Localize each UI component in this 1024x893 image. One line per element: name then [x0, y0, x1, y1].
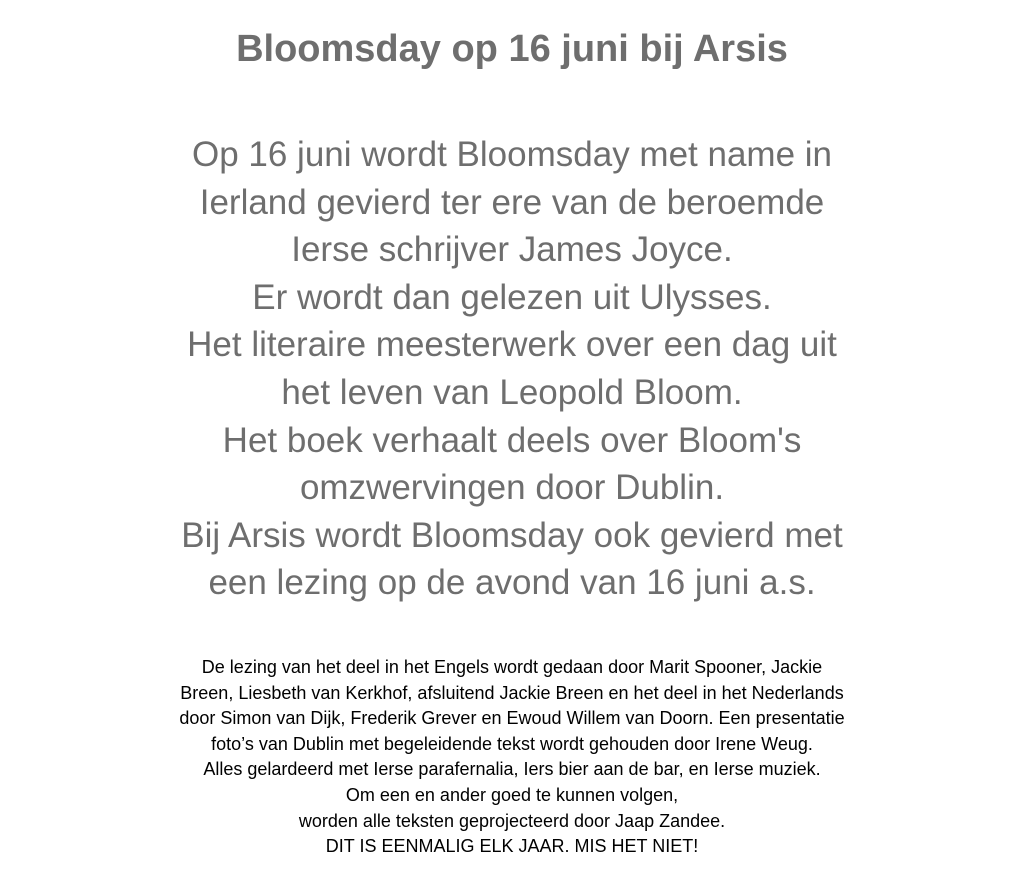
intro-line: Het boek verhaalt deels over Bloom's: [222, 420, 802, 460]
intro-line: Ierland gevierd ter ere van de beroemde: [199, 182, 825, 222]
details-paragraph: [40, 655, 984, 860]
details-line: Breen, Liesbeth van Kerkhof, afsluitend Jackie Breen en het deel in het Nederlands: [180, 682, 844, 703]
intro-line: een lezing op de avond van 16 juni a.s.: [208, 563, 816, 603]
intro-line: Er wordt dan gelezen uit Ulysses.: [252, 277, 772, 317]
details-line: Om een en ander goed te kunnen volgen,: [345, 784, 679, 805]
details-line: De lezing van het deel in het Engels wordt gedaan door Marit Spooner, Jackie: [201, 657, 823, 677]
intro-line: Op 16 juni wordt Bloomsday met name in: [191, 135, 833, 174]
details-line: foto’s van Dublin met begeleidende tekst wordt gehouden door Irene Weug.: [211, 733, 813, 754]
intro-line: Bij Arsis wordt Bloomsday ook gevierd met: [181, 515, 843, 555]
details-line: door Simon van Dijk, Frederik Grever en Ewoud Willem van Doorn. Een presentatie: [179, 708, 845, 729]
intro-line: Ierse schrijver James Joyce.: [291, 230, 733, 270]
details-line: DIT IS EENMALIG ELK JAAR. MIS HET NIET!: [325, 836, 699, 857]
intro-line: het leven van Leopold Bloom.: [281, 372, 743, 412]
page-title: Bloomsday op 16 juni bij Arsis: [236, 28, 788, 70]
details-line: Alles gelardeerd met Ierse parafernalia, Iers bier aan de bar, en Ierse muziek.: [203, 759, 821, 780]
intro-paragraph: [60, 131, 964, 607]
details-line: worden alle teksten geprojecteerd door Jaap Zandee.: [298, 810, 726, 831]
intro-line: Het literaire meesterwerk over een dag uit: [187, 325, 837, 365]
intro-line: omzwervingen door Dublin.: [299, 468, 725, 508]
